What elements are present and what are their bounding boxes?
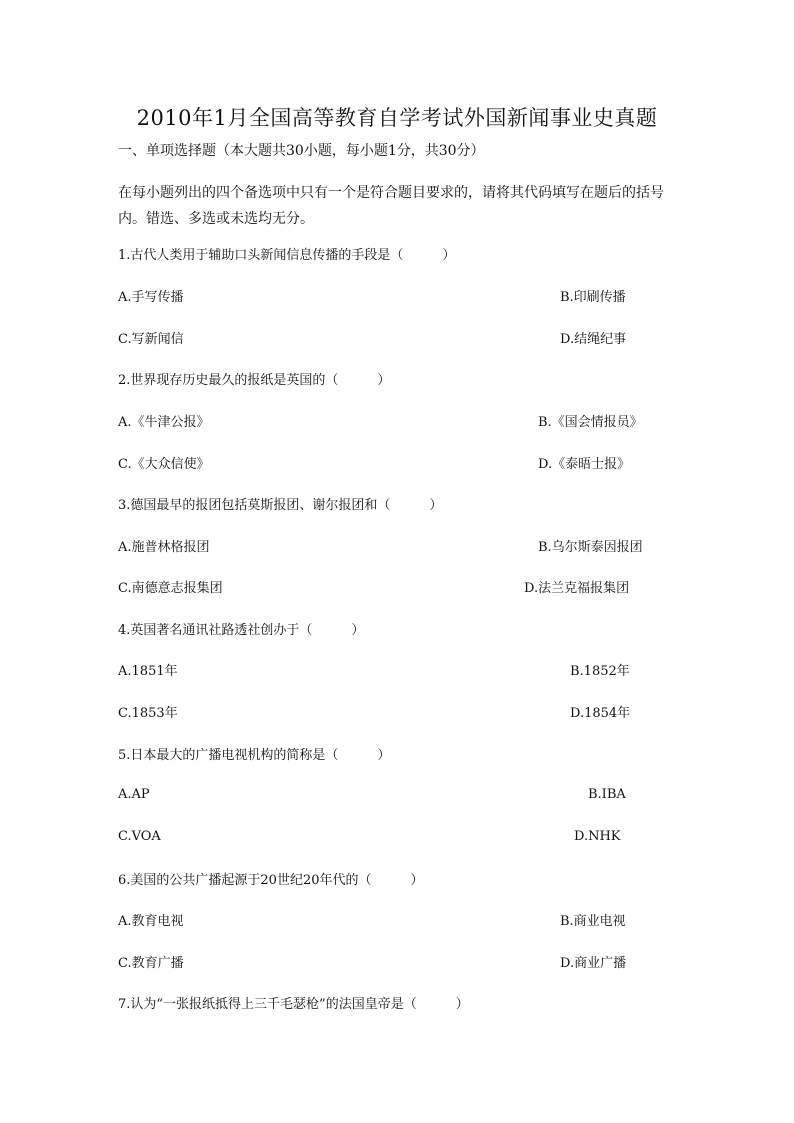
- page-title: 2010年1月全国高等教育自学考试外国新闻事业史真题: [136, 106, 658, 130]
- option-b: B.乌尔斯泰因报团: [538, 540, 643, 555]
- option-b: B.商业电视: [560, 914, 626, 929]
- question-stem: 3.德国最早的报团包括莫斯报团、谢尔报团和（ ）: [118, 498, 443, 513]
- option-c: C.《大众信使》: [118, 457, 210, 472]
- option-c: C.南德意志报集团: [118, 581, 223, 596]
- option-b: B.《国会情报员》: [538, 415, 643, 430]
- option-c: C.教育广播: [118, 956, 184, 971]
- question-stem: 1.古代人类用于辅助口头新闻信息传播的手段是（ ）: [118, 248, 456, 263]
- option-a: A.AP: [118, 787, 150, 802]
- option-a: A.教育电视: [118, 914, 184, 929]
- option-a: A.《牛津公报》: [118, 415, 210, 430]
- question-stem: 2.世界现存历史最久的报纸是英国的（ ）: [118, 373, 391, 388]
- option-d: D.1854年: [570, 706, 631, 721]
- option-a: A.手写传播: [118, 290, 184, 305]
- option-d: D.结绳纪事: [560, 332, 627, 347]
- question-stem: 7.认为“一张报纸抵得上三千毛瑟枪”的法国皇帝是（ ）: [118, 997, 469, 1012]
- option-a: A.施普林格报团: [118, 540, 210, 555]
- option-c: C.1853年: [118, 706, 178, 721]
- question-stem: 6.美国的公共广播起源于20世纪20年代的（ ）: [118, 873, 424, 888]
- option-d: D.商业广播: [560, 956, 627, 971]
- question-stem: 5.日本最大的广播电视机构的简称是（ ）: [118, 748, 391, 763]
- question-stem: 4.英国著名通讯社路透社创办于（ ）: [118, 623, 365, 638]
- option-a: A.1851年: [118, 664, 178, 679]
- option-c: C.写新闻信: [118, 332, 184, 347]
- option-b: B.印刷传播: [560, 290, 626, 305]
- option-c: C.VOA: [118, 829, 161, 844]
- option-b: B.IBA: [588, 787, 626, 802]
- option-d: D.《泰晤士报》: [538, 457, 631, 472]
- section-heading: 一、单项选择题（本大题共30小题，每小题1分，共30分）: [118, 143, 485, 159]
- option-d: D.NHK: [574, 829, 621, 844]
- instructions: 在每小题列出的四个备选项中只有一个是符合题目要求的，请将其代码填写在题后的括号内。错选、多选或未选均无分。: [118, 185, 664, 227]
- option-d: D.法兰克福报集团: [524, 581, 630, 596]
- option-b: B.1852年: [570, 664, 630, 679]
